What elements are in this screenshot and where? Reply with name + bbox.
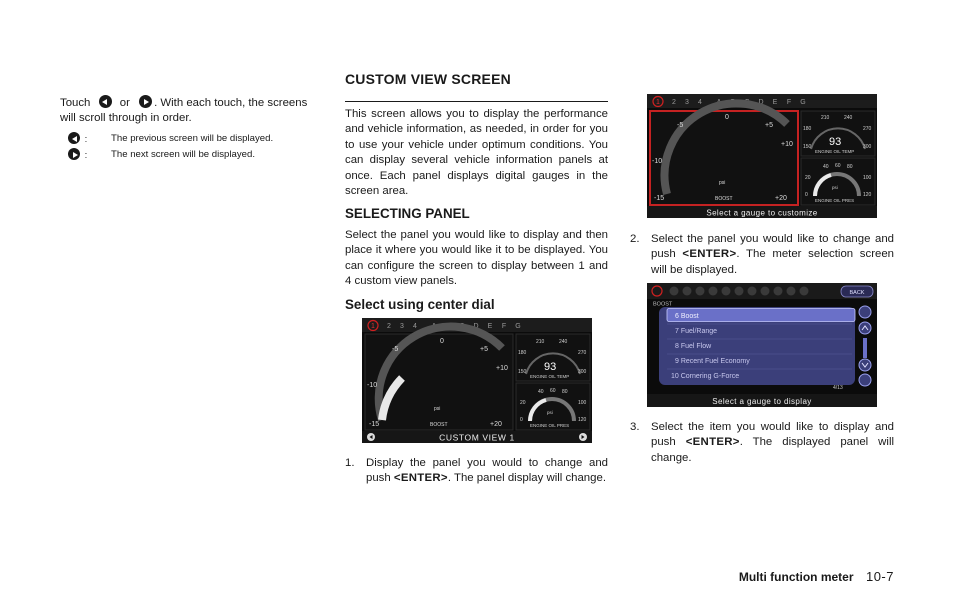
footer-title: Multi function meter	[738, 570, 854, 584]
boost-tick: 0	[725, 114, 729, 121]
enter-key-label: <ENTER>	[682, 248, 737, 261]
legend-colon: :	[84, 134, 88, 145]
next-legend-row	[68, 148, 328, 162]
oil-pres-tick: 60	[550, 388, 556, 394]
step-text-pre: Select the item you would like to display and push	[651, 421, 894, 449]
tab-label: 4	[698, 99, 702, 106]
oil-pres-label: ENGINE OIL PRES	[815, 198, 855, 203]
scroll-down-icon	[859, 359, 871, 371]
oil-temp-tick: 180	[518, 350, 527, 356]
oil-temp-tick: 270	[578, 350, 587, 356]
step-text-pre: Select the panel you would like to change and push	[651, 233, 894, 261]
selecting-body: Select the panel you would like to display and then place it where you would like it to be displayed. You can configure the screen to display between 1 and 4 custom view panels.	[345, 229, 608, 288]
boost-tick: +10	[781, 141, 793, 148]
next-description: The next screen will be displayed.	[111, 149, 255, 160]
selecting-title: SELECTING PANEL	[345, 206, 470, 221]
section-body: This screen allows you to display the performance and vehicle information, as needed, in order for you to use your vehicle under optimum conditions. You can display several vehicle information panels at once. Each panel displays digital gauges in the screen area.	[345, 108, 608, 198]
boost-tick: -5	[392, 346, 399, 353]
step-number: 2.	[630, 233, 640, 245]
tab-label: D	[473, 323, 479, 330]
boost-tick: -15	[369, 421, 380, 428]
oil-temp-value: 93	[544, 361, 557, 373]
boost-label: BOOST	[715, 196, 733, 202]
tab-label: C	[459, 323, 465, 330]
list-item: 8 Fuel Flow	[675, 343, 712, 350]
customize-screenshot	[647, 94, 877, 218]
next-screen-icon	[139, 95, 152, 108]
list-item: 10 Cornering G-Force	[671, 373, 740, 380]
back-label: BACK	[849, 290, 865, 296]
step-number: 3.	[630, 421, 640, 433]
screen-caption: CUSTOM VIEW 1	[439, 432, 515, 443]
oil-temp-label: ENGINE OIL TEMP	[530, 374, 570, 379]
oil-pres-tick: 20	[520, 400, 526, 406]
oil-temp-tick: 150	[803, 144, 812, 150]
center-dial-title: Select using center dial	[345, 297, 495, 312]
oil-pres-tick: 80	[562, 389, 568, 395]
list-page-indicator: 4/13	[833, 385, 843, 391]
boost-unit: psi	[434, 406, 441, 412]
intro-paragraph	[60, 95, 326, 127]
scroll-bottom-icon	[859, 374, 871, 386]
oil-temp-tick: 300	[578, 369, 587, 375]
oil-pres-tick: 120	[578, 417, 587, 423]
boost-tick: +5	[480, 346, 488, 353]
step-text	[651, 232, 894, 278]
tab-label: E	[487, 323, 493, 330]
intro-or: or	[119, 97, 130, 109]
scroll-up-icon	[859, 322, 871, 334]
oil-pres-unit: psi	[832, 185, 838, 190]
tab-label: 2	[672, 99, 676, 106]
boost-tick: 0	[440, 338, 444, 345]
legend-colon: :	[84, 150, 88, 161]
step-2	[630, 232, 894, 278]
previous-icon	[68, 132, 80, 144]
boost-tick: +5	[765, 122, 773, 129]
boost-unit: psi	[719, 180, 726, 186]
step-3	[630, 420, 894, 466]
oil-temp-tick: 300	[863, 144, 872, 150]
screen-caption: Select a gauge to customize	[706, 208, 818, 218]
list-item: 6 Boost	[675, 313, 699, 320]
intro-touch-suffix: . With each touch, the screens will scroll through in order.	[60, 97, 308, 125]
tab-label: F	[786, 99, 792, 106]
prev-description: The previous screen will be displayed.	[111, 133, 274, 144]
step-text-pre: Display the panel you would to change and push	[366, 457, 608, 485]
step-text-post: . The meter selection screen will be displayed.	[651, 248, 894, 276]
section-rule	[345, 101, 608, 102]
scrollbar	[863, 338, 867, 358]
step-text	[651, 420, 894, 466]
boost-tick: +20	[775, 195, 787, 202]
oil-pres-tick: 80	[847, 164, 853, 170]
step-number: 1.	[345, 457, 355, 469]
boost-tick: +20	[490, 421, 502, 428]
boost-tick: -10	[652, 158, 663, 165]
next-icon	[68, 148, 80, 160]
oil-pres-tick: 40	[823, 164, 829, 170]
oil-temp-tick: 240	[844, 115, 853, 121]
oil-pres-tick: 100	[578, 400, 587, 406]
boost-tick: -10	[367, 382, 378, 389]
enter-key-label: <ENTER>	[393, 472, 448, 485]
oil-pres-label: ENGINE OIL PRES	[530, 423, 570, 428]
page-number: 10-7	[865, 569, 894, 584]
oil-pres-tick: 20	[805, 175, 811, 181]
oil-pres-tick: 60	[835, 163, 841, 169]
tab-label: 4	[413, 323, 417, 330]
tab-label: B	[730, 99, 736, 106]
oil-pres-tick: 0	[520, 417, 523, 423]
enter-key-label: <ENTER>	[685, 436, 740, 449]
tab-label: 1	[371, 323, 375, 330]
list-item: 7 Fuel/Range	[675, 328, 718, 335]
scroll-top-icon	[859, 306, 871, 318]
custom-view-screenshot	[362, 318, 592, 443]
oil-pres-tick: 40	[538, 389, 544, 395]
step-1	[345, 456, 608, 487]
tab-label: F	[501, 323, 507, 330]
tab-label: G	[515, 323, 521, 330]
oil-temp-tick: 270	[863, 126, 872, 132]
tab-label: A	[431, 323, 437, 330]
page-footer	[700, 568, 894, 586]
tab-label: 1	[656, 99, 660, 106]
tab-label: 2	[387, 323, 391, 330]
boost-tick: -15	[654, 195, 665, 202]
prev-legend-row	[68, 132, 328, 146]
selected-panel-highlight	[650, 111, 798, 205]
boost-tick: +10	[496, 365, 508, 372]
oil-pres-unit: psi	[547, 410, 553, 415]
oil-temp-tick: 150	[518, 369, 527, 375]
section-title: CUSTOM VIEW SCREEN	[345, 71, 511, 87]
list-header: BOOST	[653, 301, 673, 308]
tab-label: B	[445, 323, 451, 330]
previous-screen-icon	[99, 95, 112, 108]
oil-pres-tick: 0	[805, 192, 808, 198]
step-text-post: . The panel display will change.	[447, 472, 606, 485]
gauge-list-screenshot	[647, 283, 877, 407]
step-text-post: . The displayed panel will change.	[651, 436, 895, 464]
tab-label: C	[744, 99, 750, 106]
boost-tick: -5	[677, 122, 684, 129]
oil-temp-label: ENGINE OIL TEMP	[815, 149, 855, 154]
oil-temp-tick: 210	[536, 339, 545, 345]
tab-label: A	[716, 99, 722, 106]
screen-caption: Select a gauge to display	[712, 397, 812, 406]
oil-pres-tick: 100	[863, 175, 872, 181]
oil-temp-tick: 180	[803, 126, 812, 132]
tab-label: E	[772, 99, 778, 106]
step-text	[366, 456, 608, 487]
list-item: 9 Recent Fuel Economy	[675, 358, 750, 365]
tab-label: D	[758, 99, 764, 106]
tab-label: G	[800, 99, 806, 106]
intro-touch-prefix: Touch	[60, 97, 91, 109]
boost-label: BOOST	[430, 422, 448, 428]
oil-temp-value: 93	[829, 136, 842, 148]
oil-temp-tick: 240	[559, 339, 568, 345]
oil-pres-tick: 120	[863, 192, 872, 198]
oil-temp-tick: 210	[821, 115, 830, 121]
tab-label: 3	[685, 99, 689, 106]
tab-label: 3	[400, 323, 404, 330]
